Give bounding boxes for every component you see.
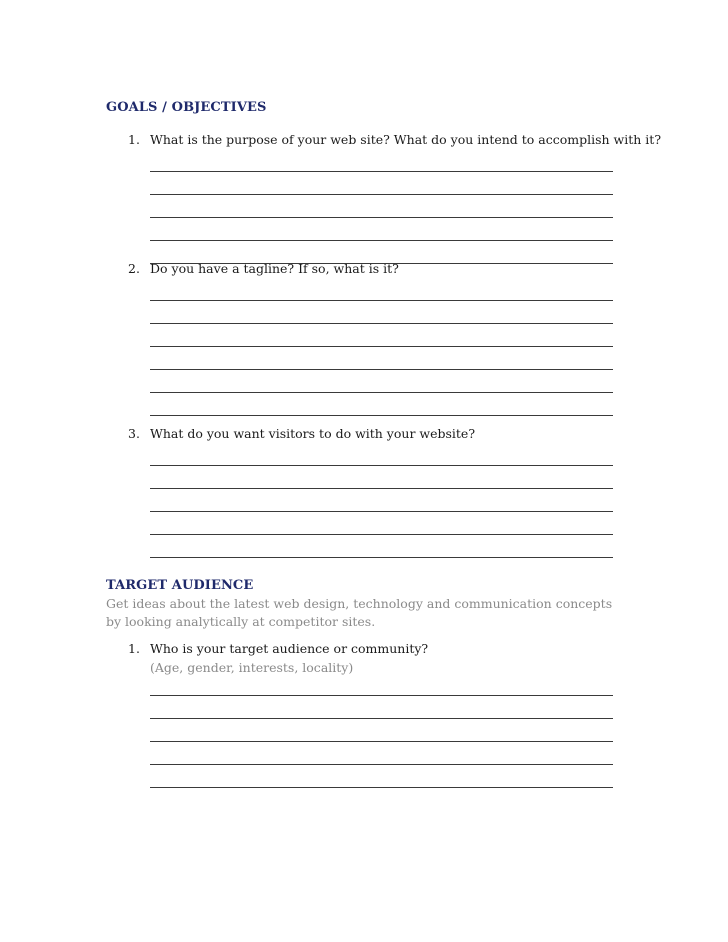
goals-question-3 <box>128 425 618 558</box>
question-number: 2. <box>128 261 140 276</box>
answer-line[interactable] <box>150 696 613 719</box>
audience-section-title: TARGET AUDIENCE <box>106 578 254 593</box>
question-text: What do you want visitors to do with your website? <box>150 426 476 441</box>
goals-question-2 <box>128 260 618 416</box>
answer-line[interactable] <box>150 370 613 393</box>
audience-section <box>106 578 626 631</box>
answer-line[interactable] <box>150 347 613 370</box>
answer-line[interactable] <box>150 195 613 218</box>
goals-question-1 <box>128 131 662 264</box>
goals-section-title: GOALS / OBJECTIVES <box>106 100 267 115</box>
question-number: 3. <box>128 426 140 441</box>
answer-lines <box>150 278 618 416</box>
answer-line[interactable] <box>150 719 613 742</box>
question-text: Who is your target audience or community? <box>150 641 429 656</box>
answer-line[interactable] <box>150 149 613 172</box>
question-number: 1. <box>128 641 140 656</box>
answer-line[interactable] <box>150 172 613 195</box>
answer-line[interactable] <box>150 443 613 466</box>
answer-lines <box>150 443 618 558</box>
answer-line[interactable] <box>150 535 613 558</box>
question-text: What is the purpose of your web site? What do you intend to accomplish with it? <box>150 132 662 147</box>
audience-section-description: Get ideas about the latest web design, technology and communication concepts by looking analytically at competitor sites. <box>106 596 613 629</box>
question-number: 1. <box>128 132 140 147</box>
answer-line[interactable] <box>150 278 613 301</box>
answer-line[interactable] <box>150 489 613 512</box>
answer-line[interactable] <box>150 466 613 489</box>
question-text: Do you have a tagline? If so, what is it? <box>150 261 399 276</box>
answer-line[interactable] <box>150 742 613 765</box>
answer-line[interactable] <box>150 512 613 535</box>
answer-line[interactable] <box>150 324 613 347</box>
answer-lines <box>150 673 618 788</box>
answer-line[interactable] <box>150 393 613 416</box>
answer-line[interactable] <box>150 301 613 324</box>
answer-line[interactable] <box>150 765 613 788</box>
goals-section <box>106 100 626 115</box>
audience-question-1 <box>128 640 618 788</box>
answer-line[interactable] <box>150 218 613 241</box>
answer-lines <box>150 149 618 264</box>
question-hint: (Age, gender, interests, locality) <box>150 660 354 675</box>
